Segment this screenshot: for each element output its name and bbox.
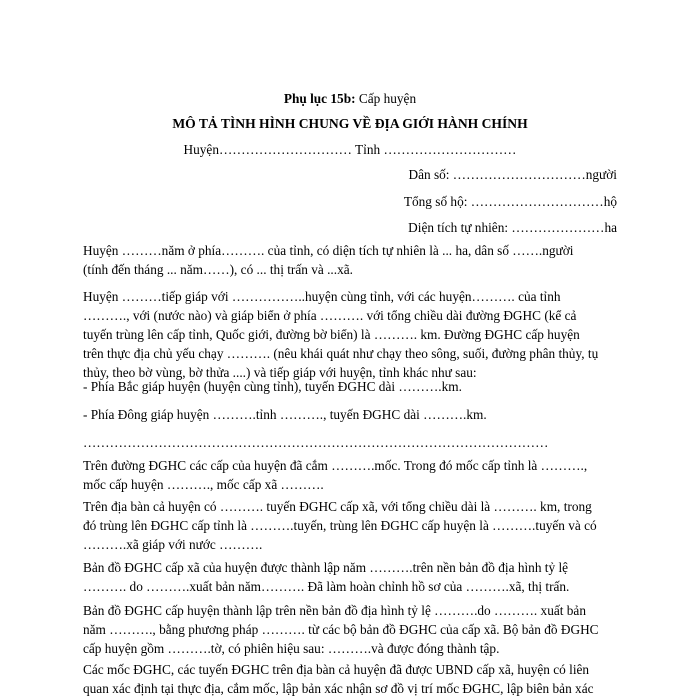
population-field: Dân số: …………………………người	[408, 167, 617, 182]
paragraph-ellipsis	[83, 433, 623, 452]
paragraph-line: Các mốc ĐGHC, các tuyến ĐGHC trên địa bàn cả huyện đã được UBND cấp xã, huyện có liên	[83, 662, 590, 677]
paragraph-borders	[83, 287, 623, 382]
paragraph-line: Huyện ………tiếp giáp với ……………..huyện cùng tỉnh, với các huyện………. của tỉnh	[83, 289, 561, 304]
district-province-line: Huyện………………………… Tỉnh …………………………	[183, 142, 517, 157]
paragraph-line: ……….xã giáp với nước ……….	[83, 537, 263, 552]
paragraph-markers	[83, 456, 623, 494]
appendix-level: Cấp huyện	[355, 91, 417, 106]
paragraph-line: mốc cấp huyện ………., mốc cấp xã ……….	[83, 477, 324, 492]
households-field: Tổng số hộ: …………………………hộ	[403, 194, 617, 209]
paragraph-line: đó trùng lên ĐGHC cấp tỉnh là ……….tuyến, trùng lên ĐGHC cấp huyện là ……….tuyến và có	[83, 518, 597, 533]
document-title: MÔ TẢ TÌNH HÌNH CHUNG VỀ ĐỊA GIỚI HÀNH CHÍNH	[172, 116, 528, 131]
paragraph-line: - Phía Đông giáp huyện ……….tỉnh ………., tuyến ĐGHC dài ……….km.	[83, 407, 487, 422]
paragraph-east-border	[83, 405, 623, 424]
paragraph-location	[83, 241, 623, 279]
paragraph-commune-map	[83, 558, 623, 596]
paragraph-commune-lines	[83, 497, 623, 554]
paragraph-line: Bản đồ ĐGHC cấp xã của huyện được thành lập năm ……….trên nền bản đồ địa hình tỷ lệ	[83, 560, 569, 575]
paragraph-verification	[83, 660, 623, 698]
paragraph-line: (tính đến tháng ... năm……), có ... thị trấn và ...xã.	[83, 262, 353, 277]
paragraph-line: thủy, theo bờ vùng, bờ thửa ....) và tiếp giáp với huyện, tỉnh khác như sau:	[83, 365, 477, 380]
appendix-label	[0, 91, 700, 107]
paragraph-line: cấp huyện gồm ……….tờ, có phiên hiệu sau: ……….và được đóng thành tập.	[83, 641, 500, 656]
paragraph-line: năm ………., bằng phương pháp ………. từ các bộ bản đồ ĐGHC của cấp xã. Bộ bản đồ ĐGHC	[83, 622, 599, 637]
paragraph-line: ……………………………………………………………………………………………	[83, 435, 549, 450]
paragraph-line: tuyến trùng lên cấp tỉnh, Quốc giới, đường bờ biển) là ………. km. Đường ĐGHC cấp huyện	[83, 327, 580, 342]
paragraph-line: quan xác định tại thực địa, cắm mốc, lập bản xác nhận sơ đồ vị trí mốc ĐGHC, lập biên bản xác	[83, 681, 594, 696]
paragraph-north-border	[83, 377, 623, 396]
appendix-number: Phụ lục 15b:	[283, 91, 356, 106]
paragraph-line: trên thực địa chủ yếu chạy ………. (nêu khái quát như chạy theo sông, suối, đường phân thủy, tụ	[83, 346, 599, 361]
area-field: Diện tích tự nhiên: …………………ha	[408, 220, 617, 235]
paragraph-line: ………., với (nước nào) và giáp biển ở phía ………. với tổng chiều dài đường ĐGHC (kể cả	[83, 308, 577, 323]
paragraph-line: - Phía Bắc giáp huyện (huyện cùng tỉnh), tuyến ĐGHC dài ……….km.	[83, 379, 462, 394]
paragraph-line: Bản đồ ĐGHC cấp huyện thành lập trên nền bản đồ địa hình tỷ lệ ……….do ………. xuất bản	[83, 603, 586, 618]
paragraph-line: Huyện ………năm ở phía………. của tỉnh, có diện tích tự nhiên là ... ha, dân số …….người	[83, 243, 574, 258]
paragraph-district-map	[83, 601, 623, 658]
paragraph-line: Trên đường ĐGHC các cấp của huyện đã cắm ……….mốc. Trong đó mốc cấp tỉnh là ……….,	[83, 458, 588, 473]
paragraph-line: ………. do ……….xuất bản năm………. Đã làm hoàn chỉnh hồ sơ của ……….xã, thị trấn.	[83, 579, 570, 594]
paragraph-line: Trên địa bàn cả huyện có ………. tuyến ĐGHC cấp xã, với tổng chiều dài là ………. km, trong	[83, 499, 592, 514]
